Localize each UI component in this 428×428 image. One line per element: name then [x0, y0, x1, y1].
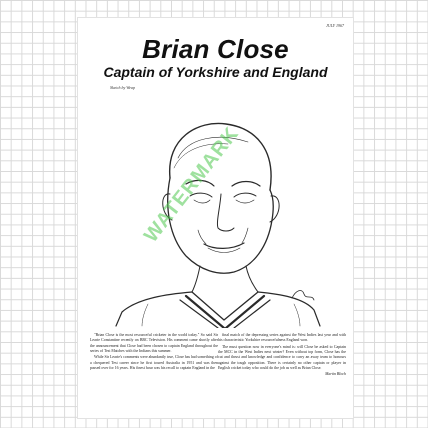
sketch-credit: Sketch by Weap	[110, 85, 135, 90]
article-paragraph: The must question now in everyone's mind is: will Close be asked to Captain the MCC in the West Indies next winter? Even without top form, Close has the cut and thrust and knowledge and confidence to carry an away team to honours against the tough opposition. There is certainly no other captain or player in English cricket today who could do the job as well as Brian Close.	[218, 344, 346, 370]
page-subtitle: Captain of Yorkshire and England	[103, 64, 328, 80]
magazine-page	[78, 18, 353, 418]
article-right-column	[218, 333, 346, 378]
article-left-column	[90, 333, 218, 372]
article-paragraph: While Sir Learie's comments were abundantly true, Close has had something of a chequered Test career since he first toured Australia in 1951 and was then passed over for 16 years. His finest hour was his recall to captain England in the	[90, 355, 218, 370]
watermark: WATERMARK	[140, 122, 244, 247]
article-paragraph: "Brian Close is the most resourceful cricketer in the world today." So said Sir Learie Constantine recently on BBC Television. His comment came shortly after the announcement that Close had been chosen to captain England throughout the series of Test Matches with the Indians this summer.	[90, 333, 218, 353]
author-signature: Martin Bloch	[325, 372, 346, 377]
article-paragraph: final match of the depressing series against the West Indies last year and with his characteristic Yorkshire resourcefulness England won.	[218, 333, 346, 343]
issue-date: JULY 1967	[325, 23, 344, 28]
page-title: Brian Close	[142, 34, 289, 64]
